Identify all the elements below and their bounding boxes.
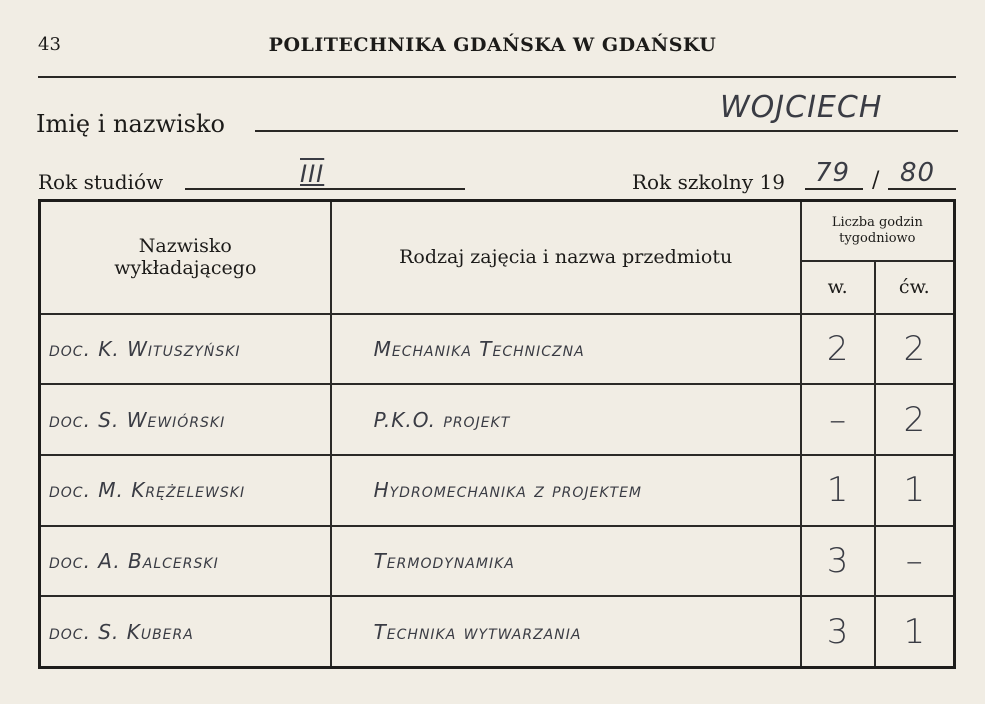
year-value: III — [300, 160, 325, 188]
name-line — [255, 130, 958, 132]
table-row — [40, 384, 955, 455]
page-number: 43 — [38, 34, 61, 55]
header-rule — [38, 76, 956, 78]
hours-w-cell: 3 — [801, 596, 875, 667]
hours-cw-cell: – — [875, 526, 955, 597]
hours-w-cell: 3 — [801, 526, 875, 597]
table-row — [40, 455, 955, 526]
courses-table — [38, 199, 956, 669]
hours-cw-cell: 1 — [875, 596, 955, 667]
school-year-sep: / — [872, 168, 880, 193]
col-hours-header: Liczba godzin tygodniowo — [801, 201, 955, 262]
hours-cw-cell: 2 — [875, 314, 955, 385]
col-w-header: w. — [801, 261, 875, 314]
name-label: Imię i nazwisko — [36, 110, 225, 138]
school-year-line-to — [888, 188, 956, 190]
lecturer-cell: doc. S. Wewiórski — [40, 384, 331, 455]
lecturer-cell: doc. S. Kubera — [40, 596, 331, 667]
col-cw-header: ćw. — [875, 261, 955, 314]
year-line — [185, 188, 465, 190]
school-year-label: Rok szkolny 19 — [632, 170, 785, 194]
lecturer-cell: doc. K. Wituszyński — [40, 314, 331, 385]
school-year-from: 79 — [815, 158, 851, 188]
subject-cell: Termodynamika — [331, 526, 801, 597]
subject-cell: Technika wytwarzania — [331, 596, 801, 667]
hours-cw-cell: 1 — [875, 455, 955, 526]
col-subject-header: Rodzaj zajęcia i nazwa przedmiotu — [331, 201, 801, 314]
school-year-to: 80 — [900, 158, 936, 188]
subject-cell: Mechanika Techniczna — [331, 314, 801, 385]
table-row — [40, 526, 955, 597]
col-lecturer-header: Nazwisko wykładającego — [40, 201, 331, 314]
year-label: Rok studiów — [38, 170, 164, 194]
lecturer-cell: doc. A. Balcerski — [40, 526, 331, 597]
name-value: WOJCIECH — [720, 90, 883, 125]
subject-cell: Hydromechanika z projektem — [331, 455, 801, 526]
hours-w-cell: – — [801, 384, 875, 455]
page-header: POLITECHNIKA GDAŃSKA W GDAŃSKU — [268, 34, 717, 56]
hours-w-cell: 1 — [801, 455, 875, 526]
table-row — [40, 314, 955, 385]
lecturer-cell: doc. M. Krężelewski — [40, 455, 331, 526]
hours-cw-cell: 2 — [875, 384, 955, 455]
school-year-line-from — [805, 188, 863, 190]
subject-cell: P.K.O. projekt — [331, 384, 801, 455]
table-row — [40, 596, 955, 667]
hours-w-cell: 2 — [801, 314, 875, 385]
